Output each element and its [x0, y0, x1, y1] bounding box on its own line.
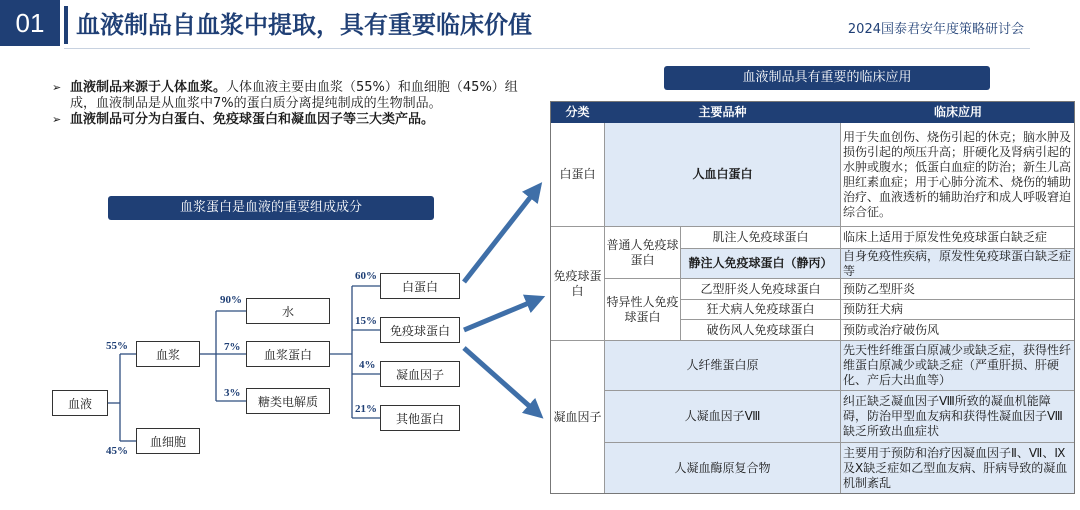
- product-prothrombin-complex: 人凝血酶原复合物: [605, 443, 841, 494]
- bullet-bold: 血液制品可分为白蛋白、免疫球蛋白和凝血因子等三大类产品。: [70, 112, 435, 127]
- pct-cells: 45%: [106, 445, 128, 457]
- node-sugar-electrolyte: 糖类电解质: [246, 388, 330, 414]
- table-header-use: 临床应用: [841, 102, 1075, 123]
- table-header-category: 分类: [551, 102, 605, 123]
- table-header-product: 主要品种: [605, 102, 841, 123]
- node-blood: 血液: [52, 390, 108, 416]
- use-im-immunoglobulin: 临床上适用于原发性免疫球蛋白缺乏症: [841, 227, 1075, 249]
- section-number: 01: [0, 0, 60, 46]
- clinical-applications-table: [550, 101, 1075, 494]
- group-specific-immunoglobulin: 特异性人免疫球蛋白: [605, 279, 681, 341]
- product-rabies-immunoglobulin: 狂犬病人免疫球蛋白: [681, 300, 841, 320]
- use-human-albumin: 用于失血创伤、烧伤引起的休克；脑水肿及损伤引起的颅压升高；肝硬化及肾病引起的水肿或腹水；低蛋白血症的防治；新生儿高胆红素血症；用于心肺分流术、烧伤的辅助治疗、血液透析的辅助治疗和成人呼吸窘迫综合征。: [841, 123, 1075, 227]
- group-normal-immunoglobulin: 普通人免疫球蛋白: [605, 227, 681, 279]
- product-hepatitis-b-immunoglobulin: 乙型肝炎人免疫球蛋白: [681, 279, 841, 300]
- bullet-item: [52, 80, 542, 112]
- blood-composition-diagram: [50, 268, 480, 468]
- bullet-body: 人体血液主要由血浆（55%）和血细胞（45%）组成，血液制品是从血浆中7%的蛋白质分离提纯制成的生物制品。: [70, 80, 518, 111]
- product-fibrinogen: 人纤维蛋白原: [605, 341, 841, 391]
- category-albumin: 白蛋白: [551, 123, 605, 227]
- title-accent-bar: [64, 6, 68, 44]
- pct-plasma: 55%: [106, 340, 128, 352]
- product-factor-viii: 人凝血因子Ⅷ: [605, 391, 841, 443]
- product-tetanus-immunoglobulin: 破伤风人免疫球蛋白: [681, 320, 841, 341]
- product-iv-immunoglobulin: 静注人免疫球蛋白（静丙）: [681, 249, 841, 279]
- pct-sugar: 3%: [224, 387, 241, 399]
- pct-other: 21%: [355, 403, 377, 415]
- category-immunoglobulin: 免疫球蛋白: [551, 227, 605, 341]
- bullet-list: [52, 80, 542, 128]
- product-human-albumin: 人血白蛋白: [605, 123, 841, 227]
- right-banner: 血液制品具有重要的临床应用: [664, 66, 990, 90]
- node-albumin: 白蛋白: [380, 273, 460, 299]
- node-clotting-factor: 凝血因子: [380, 361, 460, 387]
- pct-protein: 7%: [224, 341, 241, 353]
- use-iv-immunoglobulin: 自身免疫性疾病，原发性免疫球蛋白缺乏症等: [841, 249, 1075, 279]
- node-plasma: 血浆: [136, 341, 200, 367]
- product-im-immunoglobulin: 肌注人免疫球蛋白: [681, 227, 841, 249]
- bullet-item: [52, 112, 542, 128]
- arrow-bullet-icon: ➢: [52, 81, 62, 94]
- left-banner: 血浆蛋白是血液的重要组成成分: [108, 196, 434, 220]
- use-fibrinogen: 先天性纤维蛋白原减少或缺乏症，获得性纤维蛋白原减少或缺乏症（严重肝损、肝硬化、产后大出血等）: [841, 341, 1075, 391]
- pct-clotting: 4%: [359, 359, 376, 371]
- arrow-bullet-icon: ➢: [52, 113, 62, 126]
- node-blood-cells: 血细胞: [136, 428, 200, 454]
- use-tetanus-immunoglobulin: 预防或治疗破伤风: [841, 320, 1075, 341]
- pct-albumin: 60%: [355, 270, 377, 282]
- pct-water: 90%: [220, 294, 242, 306]
- use-rabies-immunoglobulin: 预防狂犬病: [841, 300, 1075, 320]
- node-water: 水: [246, 298, 330, 324]
- event-name: 2024国泰君安年度策略研讨会: [847, 22, 1024, 37]
- node-immunoglobulin: 免疫球蛋白: [380, 317, 460, 343]
- node-other-protein: 其他蛋白: [380, 405, 460, 431]
- use-factor-viii: 纠正缺乏凝血因子Ⅷ所致的凝血机能障碍，防治甲型血友病和获得性凝血因子Ⅷ缺乏所致出血症状: [841, 391, 1075, 443]
- page-title: 血液制品自血浆中提取，具有重要临床价值: [76, 11, 532, 39]
- bullet-text: [70, 80, 542, 112]
- use-prothrombin-complex: 主要用于预防和治疗因凝血因子Ⅱ、Ⅶ、Ⅸ及Ⅹ缺乏症如乙型血友病、肝病导致的凝血机制紊乱: [841, 443, 1075, 494]
- use-hepatitis-b-immunoglobulin: 预防乙型肝炎: [841, 279, 1075, 300]
- header-divider: [64, 48, 1030, 49]
- bullet-text: [70, 112, 434, 128]
- category-clotting-factor: 凝血因子: [551, 341, 605, 494]
- node-plasma-protein: 血浆蛋白: [246, 341, 330, 367]
- bullet-bold: 血液制品来源于人体血浆。: [70, 80, 227, 95]
- pct-immuno: 15%: [355, 315, 377, 327]
